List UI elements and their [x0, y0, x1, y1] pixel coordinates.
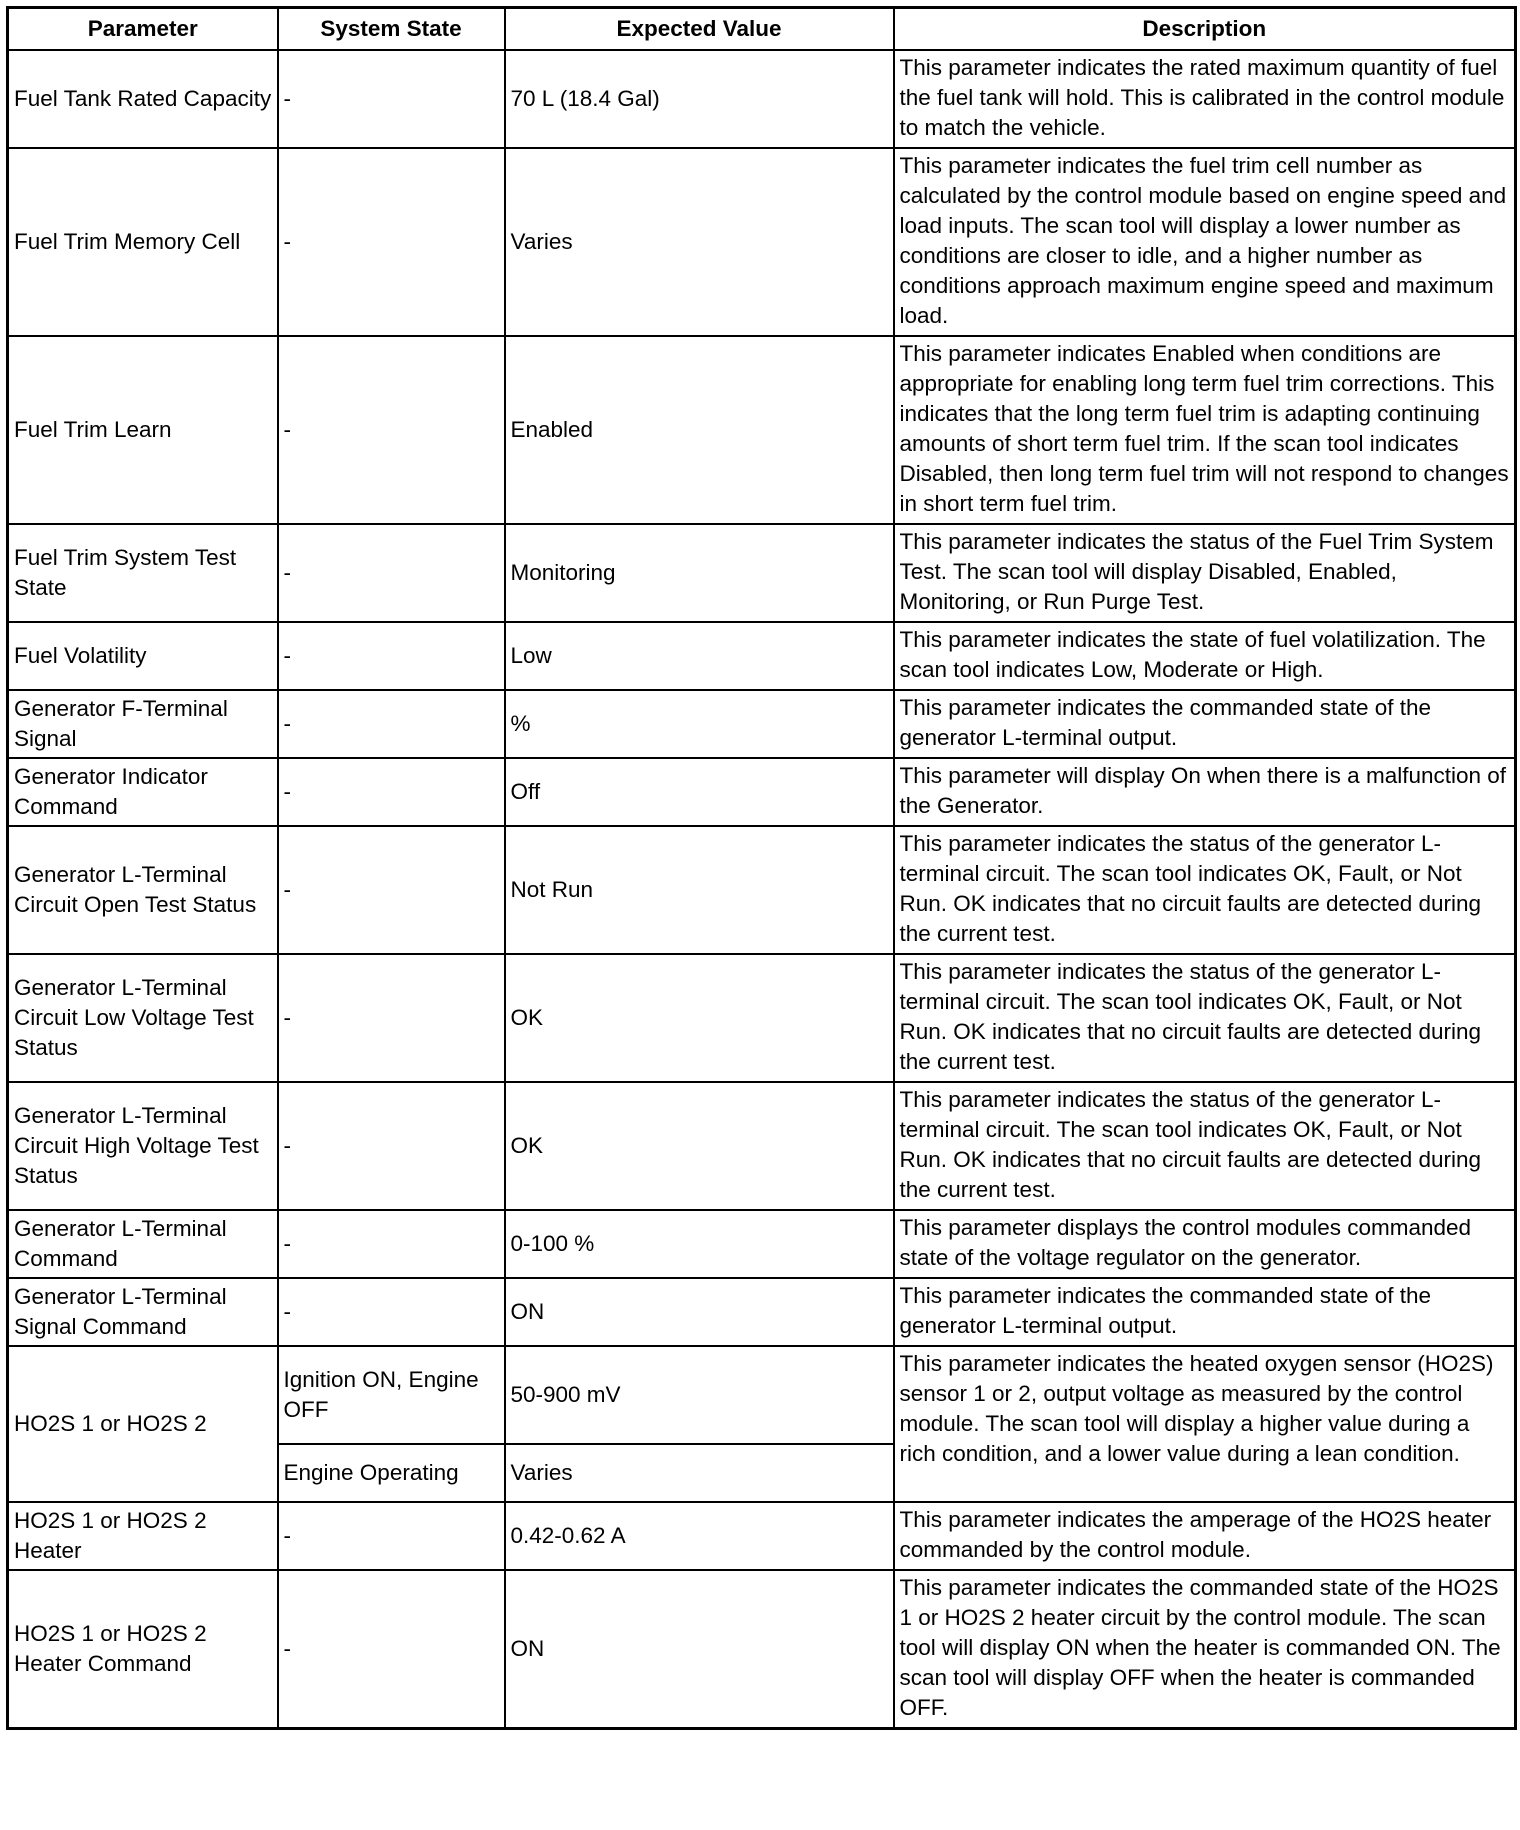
- description-cell: This parameter indicates the state of fuel volatilization. The scan tool indicates Low, Moderate or High.: [894, 622, 1516, 690]
- parameter-cell: Generator F-Terminal Signal: [8, 690, 278, 758]
- system-state-cell: -: [278, 50, 505, 148]
- system-state-cell: -: [278, 1502, 505, 1570]
- expected-value-cell: %: [505, 690, 894, 758]
- system-state-cell: -: [278, 954, 505, 1082]
- table-row: [8, 826, 1516, 954]
- expected-value-cell: Varies: [505, 148, 894, 336]
- table-row-ho2s: [8, 1346, 1516, 1444]
- description-cell: This parameter indicates the fuel trim cell number as calculated by the control module based on engine speed and load inputs. The scan tool will display a lower number as conditions are closer to idle, and a higher number as conditions approach maximum engine speed and maximum load.: [894, 148, 1516, 336]
- parameter-cell: HO2S 1 or HO2S 2: [8, 1346, 278, 1502]
- expected-value-cell: Off: [505, 758, 894, 826]
- system-state-cell: -: [278, 1082, 505, 1210]
- table-row: [8, 954, 1516, 1082]
- expected-value-cell: Monitoring: [505, 524, 894, 622]
- table-row: [8, 336, 1516, 524]
- description-cell: This parameter indicates the status of the generator L-terminal circuit. The scan tool indicates OK, Fault, or Not Run. OK indicates that no circuit faults are detected during the current test.: [894, 954, 1516, 1082]
- header-row: [8, 8, 1516, 51]
- parameter-cell: Generator L-Terminal Circuit Open Test Status: [8, 826, 278, 954]
- parameter-cell: Fuel Trim Learn: [8, 336, 278, 524]
- description-cell: This parameter indicates the commanded state of the HO2S 1 or HO2S 2 heater circuit by the control module. The scan tool will display ON when the heater is commanded ON. The scan tool will display OFF when the heater is commanded OFF.: [894, 1570, 1516, 1729]
- table-row: [8, 148, 1516, 336]
- system-state-cell: -: [278, 758, 505, 826]
- parameter-cell: HO2S 1 or HO2S 2 Heater: [8, 1502, 278, 1570]
- expected-value-cell: OK: [505, 1082, 894, 1210]
- description-cell: This parameter indicates Enabled when conditions are appropriate for enabling long term fuel trim corrections. This indicates that the long term fuel trim is adapting continuing amounts of short term fuel trim. If the scan tool indicates Disabled, then long term fuel trim will not respond to changes in short term fuel trim.: [894, 336, 1516, 524]
- parameter-cell: Generator L-Terminal Circuit Low Voltage Test Status: [8, 954, 278, 1082]
- parameter-cell: Fuel Volatility: [8, 622, 278, 690]
- table-container: [6, 6, 1517, 1730]
- system-state-cell: -: [278, 1278, 505, 1346]
- system-state-cell: -: [278, 148, 505, 336]
- system-state-cell: -: [278, 622, 505, 690]
- parameter-cell: Generator L-Terminal Command: [8, 1210, 278, 1278]
- description-cell: This parameter indicates the amperage of the HO2S heater commanded by the control module.: [894, 1502, 1516, 1570]
- expected-value-cell: ON: [505, 1570, 894, 1729]
- table-row: [8, 1570, 1516, 1729]
- parameter-cell: Fuel Trim Memory Cell: [8, 148, 278, 336]
- expected-value-cell: Enabled: [505, 336, 894, 524]
- table-row: [8, 690, 1516, 758]
- parameter-cell: Fuel Trim System Test State: [8, 524, 278, 622]
- system-state-cell: -: [278, 1210, 505, 1278]
- table-row: [8, 1502, 1516, 1570]
- table-row: [8, 524, 1516, 622]
- header-parameter: Parameter: [8, 8, 278, 51]
- system-state-cell: -: [278, 336, 505, 524]
- table-row: [8, 622, 1516, 690]
- description-cell: This parameter indicates the commanded state of the generator L-terminal output.: [894, 1278, 1516, 1346]
- description-cell: This parameter indicates the heated oxygen sensor (HO2S) sensor 1 or 2, output voltage as measured by the control module. The scan tool will display a higher value during a rich condition, and a lower value during a lean condition.: [894, 1346, 1516, 1502]
- system-state-cell: -: [278, 690, 505, 758]
- expected-value-cell: 50-900 mV: [505, 1346, 894, 1444]
- parameter-table: [6, 6, 1517, 1730]
- expected-value-cell: ON: [505, 1278, 894, 1346]
- expected-value-cell: Varies: [505, 1444, 894, 1502]
- table-row: [8, 1278, 1516, 1346]
- header-description: Description: [894, 8, 1516, 51]
- expected-value-cell: Not Run: [505, 826, 894, 954]
- parameter-cell: Generator L-Terminal Circuit High Voltage Test Status: [8, 1082, 278, 1210]
- description-cell: This parameter indicates the status of the Fuel Trim System Test. The scan tool will display Disabled, Enabled, Monitoring, or Run Purge Test.: [894, 524, 1516, 622]
- parameter-cell: Fuel Tank Rated Capacity: [8, 50, 278, 148]
- expected-value-cell: OK: [505, 954, 894, 1082]
- system-state-cell: -: [278, 826, 505, 954]
- header-expected-value: Expected Value: [505, 8, 894, 51]
- expected-value-cell: Low: [505, 622, 894, 690]
- description-cell: This parameter indicates the status of the generator L-terminal circuit. The scan tool indicates OK, Fault, or Not Run. OK indicates that no circuit faults are detected during the current test.: [894, 826, 1516, 954]
- parameter-cell: Generator L-Terminal Signal Command: [8, 1278, 278, 1346]
- expected-value-cell: 0.42-0.62 A: [505, 1502, 894, 1570]
- description-cell: This parameter will display On when there is a malfunction of the Generator.: [894, 758, 1516, 826]
- header-system-state: System State: [278, 8, 505, 51]
- description-cell: This parameter displays the control modules commanded state of the voltage regulator on the generator.: [894, 1210, 1516, 1278]
- table-row: [8, 50, 1516, 148]
- parameter-cell: Generator Indicator Command: [8, 758, 278, 826]
- system-state-cell: Ignition ON, Engine OFF: [278, 1346, 505, 1444]
- system-state-cell: -: [278, 524, 505, 622]
- table-row: [8, 1082, 1516, 1210]
- expected-value-cell: 0-100 %: [505, 1210, 894, 1278]
- table-row: [8, 1210, 1516, 1278]
- description-cell: This parameter indicates the rated maximum quantity of fuel the fuel tank will hold. This is calibrated in the control module to match the vehicle.: [894, 50, 1516, 148]
- description-cell: This parameter indicates the status of the generator L-terminal circuit. The scan tool indicates OK, Fault, or Not Run. OK indicates that no circuit faults are detected during the current test.: [894, 1082, 1516, 1210]
- parameter-cell: HO2S 1 or HO2S 2 Heater Command: [8, 1570, 278, 1729]
- expected-value-cell: 70 L (18.4 Gal): [505, 50, 894, 148]
- system-state-cell: Engine Operating: [278, 1444, 505, 1502]
- system-state-cell: -: [278, 1570, 505, 1729]
- table-row: [8, 758, 1516, 826]
- description-cell: This parameter indicates the commanded state of the generator L-terminal output.: [894, 690, 1516, 758]
